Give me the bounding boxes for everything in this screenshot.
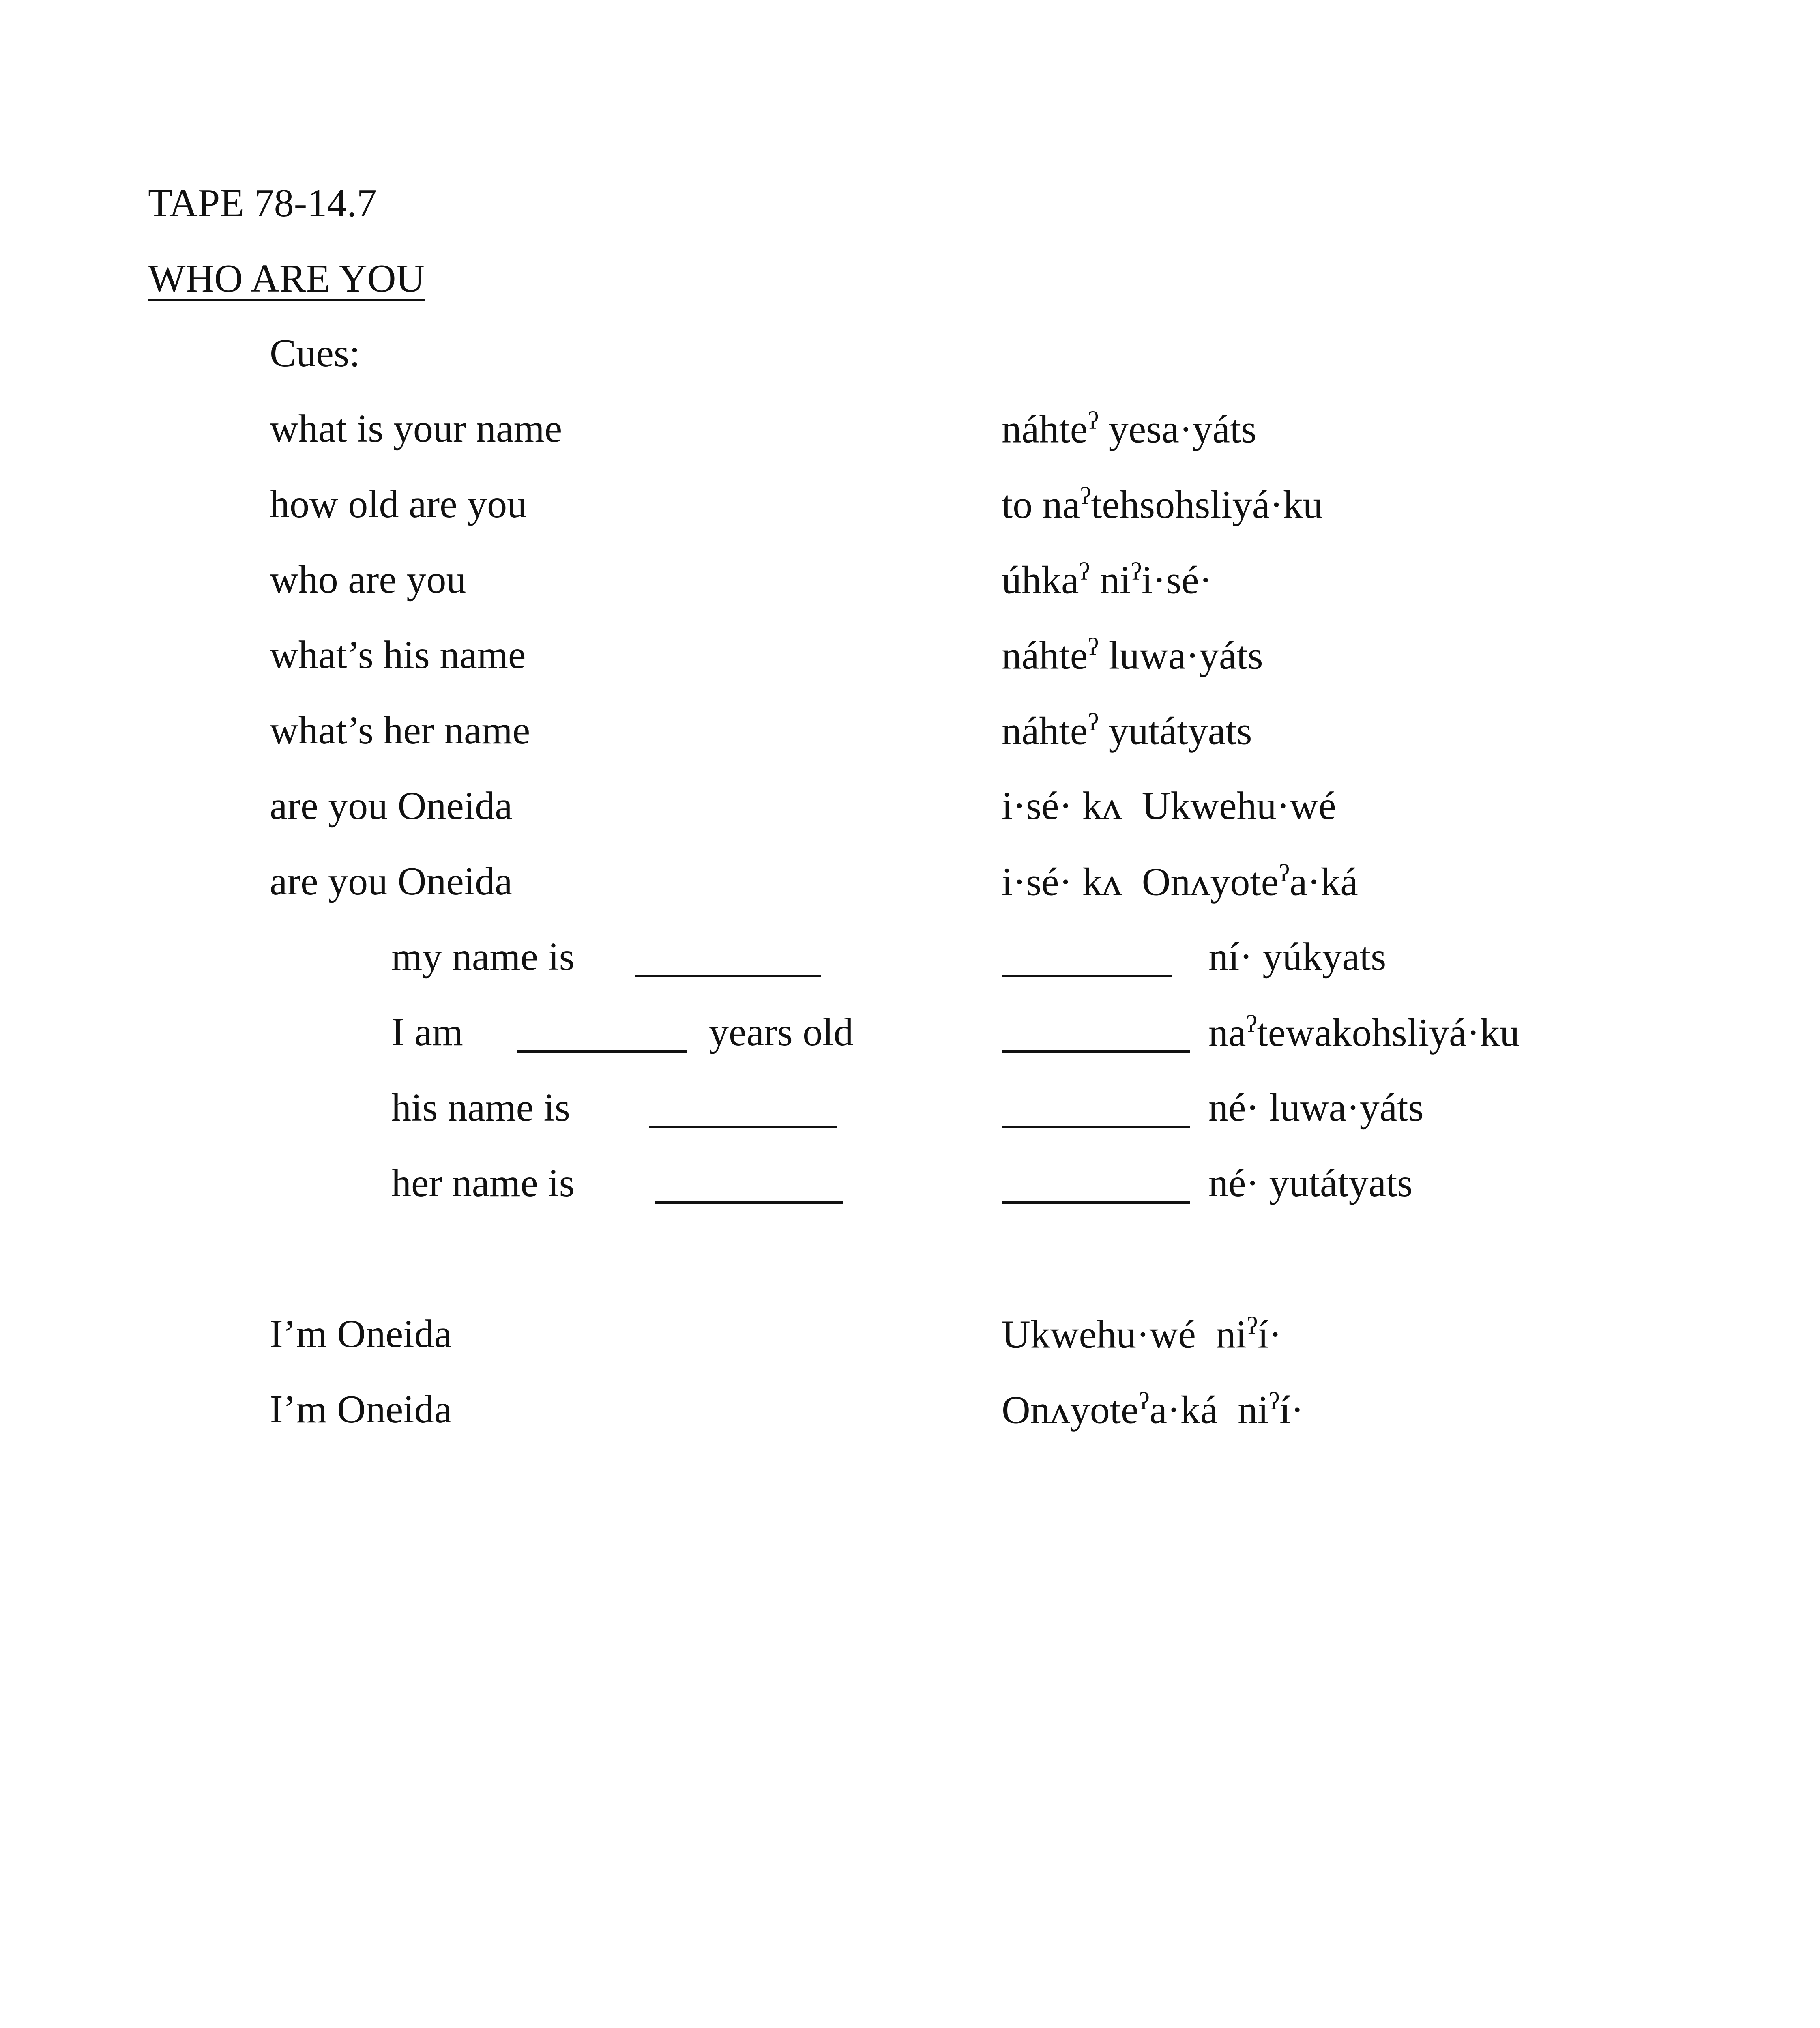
fill-blank [1002, 1050, 1190, 1053]
statement-oneida: Onʌyote$^ʔ$a·ká $ni^ʔí\cdot$ [1002, 1388, 1304, 1432]
statement-english: I’m Oneida [270, 1312, 452, 1356]
glottal-stop-mark: ʔ [1088, 634, 1099, 661]
statement-oneida: Ukwehu·wé $ni^ʔí\cdot$ [1002, 1313, 1282, 1357]
response-oneida: né· yutátyats [1208, 1161, 1413, 1205]
cue-oneida: i·sé· kʌ Ukwehu·wé [1002, 784, 1336, 828]
cue-oneida: i·sé· kʌ Onʌyote$^ʔ$a·ká [1002, 860, 1358, 904]
response-english: I am [391, 1010, 463, 1054]
cue-oneida: náhte$^ʔ$ yesa·yáts [1002, 407, 1257, 451]
glottal-stop-mark: ʔ [1138, 1388, 1150, 1415]
section-title: WHO ARE YOU [148, 257, 425, 301]
cues-label: Cues: [270, 331, 361, 375]
glottal-stop-mark: ʔ [1080, 483, 1091, 510]
cue-english: how old are you [270, 482, 527, 526]
response-oneida: $na^ʔtewakohsliyá\cdot ku$ [1208, 1011, 1520, 1055]
cue-english: who are you [270, 558, 466, 602]
glottal-stop-mark: ʔ [1246, 1011, 1257, 1038]
cue-english: what’s his name [270, 633, 526, 677]
response-english: her name is [391, 1161, 575, 1205]
fill-blank [1002, 1201, 1190, 1204]
fill-blank [655, 1201, 843, 1204]
glottal-stop-mark: ʔ [1088, 407, 1099, 434]
tape-number: TAPE 78-14.7 [148, 181, 377, 225]
cue-oneida: náhte$^ʔ$ luwa·yáts [1002, 634, 1263, 678]
cue-oneida: náhte$^ʔ$ yutátyats [1002, 709, 1252, 753]
glottal-stop-mark: ʔ [1088, 709, 1099, 736]
glottal-stop-mark: ʔ [1247, 1313, 1258, 1340]
glottal-stop-mark: ʔ [1279, 860, 1290, 887]
response-english: his name is [391, 1086, 570, 1130]
fill-blank [635, 975, 821, 977]
cue-english: what is your name [270, 407, 562, 451]
cue-oneida: to $na^ʔtehsohsliyá\cdot ku$ [1002, 483, 1323, 527]
glottal-stop-mark: ʔ [1131, 558, 1142, 585]
statement-english: I’m Oneida [270, 1388, 452, 1431]
fill-blank [1002, 1126, 1190, 1128]
fill-blank [1002, 975, 1172, 977]
fill-blank [517, 1050, 687, 1053]
response-oneida: né· luwa·yáts [1208, 1086, 1424, 1130]
response-oneida: ní· yúkyats [1208, 935, 1386, 979]
response-english-suffix: years old [709, 1010, 854, 1054]
fill-blank [649, 1126, 837, 1128]
response-english: my name is [391, 935, 575, 979]
cue-english: what’s her name [270, 709, 530, 752]
cue-english: are you Oneida [270, 784, 513, 828]
glottal-stop-mark: ʔ [1268, 1388, 1280, 1415]
cue-oneida: úhka$^ʔ$ $ni^ʔi\cdot sé\cdot$ [1002, 558, 1213, 602]
cue-english: are you Oneida [270, 859, 513, 903]
glottal-stop-mark: ʔ [1079, 558, 1090, 585]
